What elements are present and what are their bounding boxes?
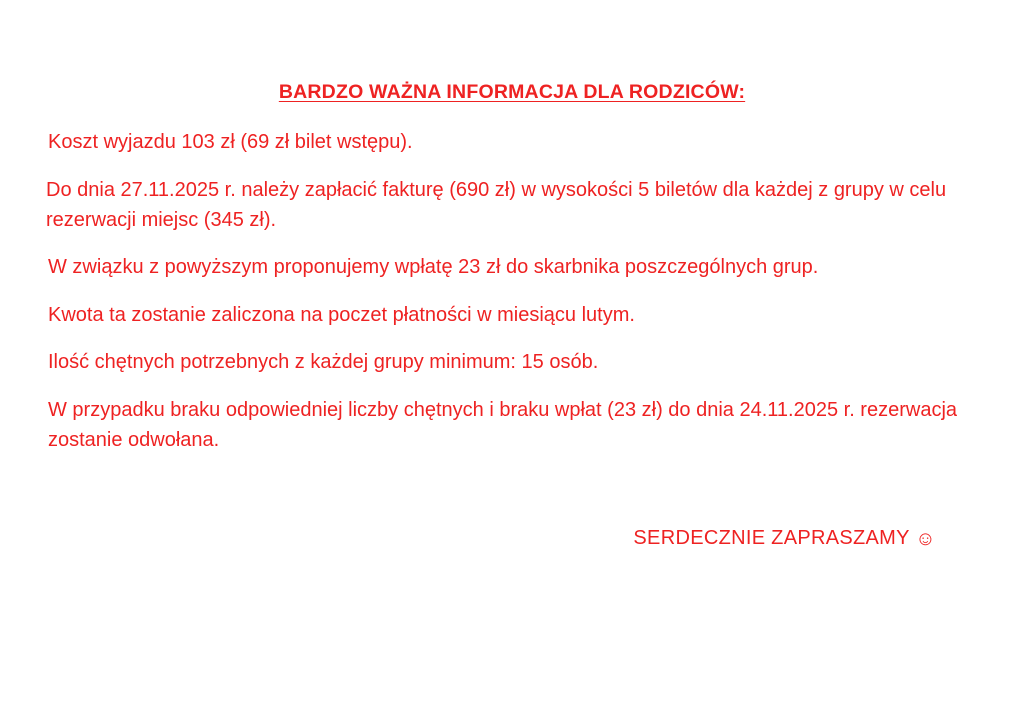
closing-line bbox=[44, 527, 980, 550]
paragraph-amount-credit: Kwota ta zostanie zaliczona na poczet płatności w miesiącu lutym. bbox=[48, 303, 635, 326]
paragraph-minimum-participants: Ilość chętnych potrzebnych z każdej grupy minimum: 15 osób. bbox=[48, 351, 599, 374]
smiley-face-icon: ☺ bbox=[915, 528, 936, 551]
page-title: BARDZO WAŻNA INFORMACJA DLA RODZICÓW: bbox=[278, 81, 746, 103]
closing-text: SERDECZNIE ZAPRASZAMY bbox=[633, 527, 910, 550]
paragraph-invoice-deadline: Do dnia 27.11.2025 r. należy zapłacić fakturę (690 zł) w wysokości 5 biletów dla każdej z grupy w celu rezerwacji miejsc (345 zł). bbox=[46, 178, 947, 232]
paragraph-cancellation-notice: W przypadku braku odpowiedniej liczby chętnych i braku wpłat (23 zł) do dnia 24.11.2025 r. rezerwacja zostanie odwołana. bbox=[48, 398, 958, 451]
paragraph-cost: Koszt wyjazdu 103 zł (69 zł bilet wstępu). bbox=[48, 131, 413, 154]
paragraph-payment-proposal: W związku z powyższym proponujemy wpłatę 23 zł do skarbnika poszczególnych grup. bbox=[48, 256, 819, 279]
